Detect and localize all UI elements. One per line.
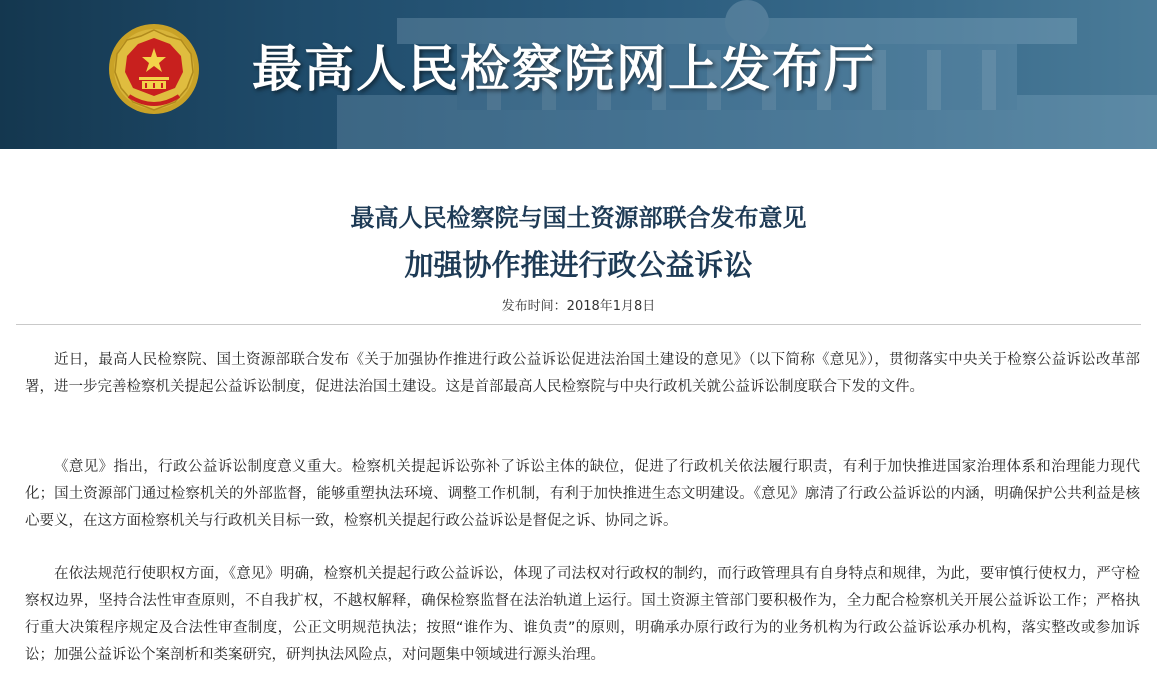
procuratorate-emblem-icon	[107, 22, 201, 116]
publish-date: 发布时间：2018年1月8日	[501, 299, 656, 314]
article-paragraph-2: 《意见》指出，行政公益诉讼制度意义重大。检察机关提起诉讼弥补了诉讼主体的缺位，促进了行政机关依法履行职责，有利于加快推进国家治理体系和治理能力现代化；国土资源部门通过检察机关的外部监督，能够重塑执法环境、调整工作机制，有利于加快推进生态文明建设。《意见》廓清了行政公益诉讼的内涵，明确保护公共利益是核心要义，在这方面检察机关与行政机关目标一致，检察机关提起行政公益诉讼是督促之诉、协同之诉。	[25, 459, 1140, 529]
article-title-line-1: 最高人民检察院与国土资源部联合发布意见	[350, 204, 807, 232]
article-paragraph-3: 在依法规范行使职权方面，《意见》明确，检察机关提起行政公益诉讼，体现了司法权对行政权的制约，而行政管理具有自身特点和规律，为此，要审慎行使权力，严守检察权边界，坚持合法性审查原则，不自我扩权，不越权解释，确保检察监督在法治轨道上运行。国土资源主管部门要积极作为，全力配合检察机关开展公益诉讼工作；严格执行重大决策程序规定及合法性审查制度，公正文明规范执法；按照“谁作为、谁负责”的原则，明确承办原行政行为的业务机构为行政公益诉讼承办机构，落实整改或参加诉讼；加强公益诉讼个案剖析和类案研究，研判执法风险点，对问题集中领域进行源头治理。	[25, 566, 1140, 663]
article-paragraph-1: 近日，最高人民检察院、国土资源部联合发布《关于加强协作推进行政公益诉讼促进法治国土建设的意见》（以下简称《意见》），贯彻落实中央关于检察公益诉讼改革部署，进一步完善检察机关提起公益诉讼制度，促进法治国土建设。这是首部最高人民检察院与中央行政机关就公益诉讼制度联合下发的文件。	[25, 352, 1140, 395]
article-title-line-2: 加强协作推进行政公益诉讼	[404, 248, 753, 282]
title-divider	[16, 324, 1141, 325]
site-header-banner	[0, 0, 1157, 149]
site-title: 最高人民检察院网上发布厅	[252, 39, 876, 98]
